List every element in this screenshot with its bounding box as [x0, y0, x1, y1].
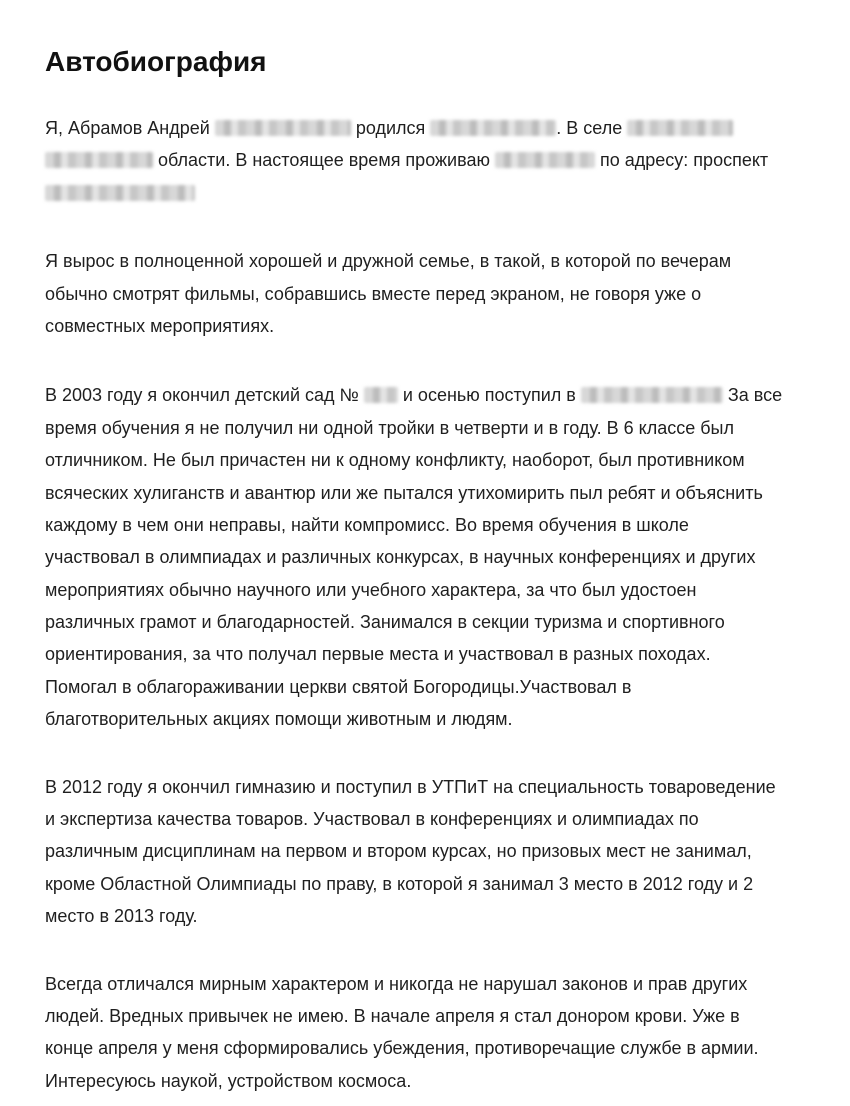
text-line: совместных мероприятиях. [45, 315, 275, 336]
text-line: отличником. Не был причастен ни к одному конфликту, наоборот, был противником [45, 450, 745, 471]
text-line: конце апреля у меня сформировались убеждения, противоречащие службе в армии. [45, 1038, 759, 1059]
paragraph-family [45, 245, 805, 342]
redacted-text [430, 120, 556, 136]
text-line: Помогал в облагораживании церкви святой Богородицы.Участвовал в [45, 676, 632, 697]
text-line: людей. Вредных привычек не имею. В начале апреля я стал донором крови. Уже в [45, 1005, 740, 1026]
redacted-text [45, 185, 195, 201]
redacted-text [364, 387, 398, 403]
text-segment: и осенью поступил в [402, 385, 576, 406]
text-line [45, 144, 805, 176]
text-line [45, 379, 805, 411]
text-segment: За все [727, 385, 783, 406]
paragraph-school [45, 379, 805, 735]
redacted-text [215, 120, 351, 136]
text-segment: В 2003 году я окончил детский сад № [45, 385, 359, 406]
redacted-text [495, 152, 595, 168]
text-segment: Я, Абрамов Андрей [45, 118, 210, 138]
document [45, 40, 805, 1097]
text-line [45, 177, 805, 209]
text-line: Всегда отличался мирным характером и никогда не нарушал законов и прав других [45, 973, 748, 994]
text-line: и экспертиза качества товаров. Участвовал в конференциях и олимпиадах по [45, 809, 699, 830]
text-line: каждому в чем они неправы, найти компромисс. Во время обучения в школе [45, 514, 689, 535]
redacted-text [581, 387, 723, 403]
text-segment: родился [355, 118, 426, 138]
text-line: мероприятиях обычно научного или учебного характера, за что был удостоен [45, 579, 697, 600]
redacted-text [45, 152, 153, 168]
paragraph-character [45, 968, 805, 1098]
text-line: В 2012 году я окончил гимназию и поступил в УТПиТ на специальность товароведение [45, 776, 776, 797]
redacted-text [627, 120, 733, 136]
paragraph-university [45, 771, 805, 933]
text-line: ориентирования, за что получал первые места и участвовал в разных походах. [45, 644, 711, 665]
text-line: время обучения я не получил ни одной тройки в четверти и в году. В 6 классе был [45, 417, 735, 438]
text-line [45, 112, 805, 144]
text-line: место в 2013 году. [45, 906, 198, 927]
text-line: благотворительных акциях помощи животным и людям. [45, 709, 513, 730]
paragraph-personal-info [45, 112, 805, 209]
text-line: кроме Областной Олимпиады по праву, в которой я занимал 3 место в 2012 году и 2 [45, 873, 754, 894]
text-line: Я вырос в полноценной хорошей и дружной семье, в такой, в которой по вечерам [45, 251, 732, 272]
text-line: обычно смотрят фильмы, собравшись вместе перед экраном, не говоря уже о [45, 283, 702, 304]
text-line: Интересуюсь наукой, устройством космоса. [45, 1070, 412, 1091]
text-segment: области. В настоящее время проживаю [158, 150, 490, 171]
text-line: различных грамот и благодарностей. Занимался в секции туризма и спортивного [45, 612, 725, 633]
text-line: всяческих хулиганств и авантюр или же пытался утихомирить пыл ребят и объяснить [45, 482, 763, 503]
text-line: различным дисциплинам на первом и втором курсах, но призовых мест не занимал, [45, 841, 752, 862]
text-line: участвовал в олимпиадах и различных конкурсах, в научных конференциях и других [45, 547, 756, 568]
text-segment: . В селе [556, 118, 623, 138]
document-title: Автобиография [45, 46, 267, 77]
text-segment: по адресу: проспект [600, 150, 769, 171]
